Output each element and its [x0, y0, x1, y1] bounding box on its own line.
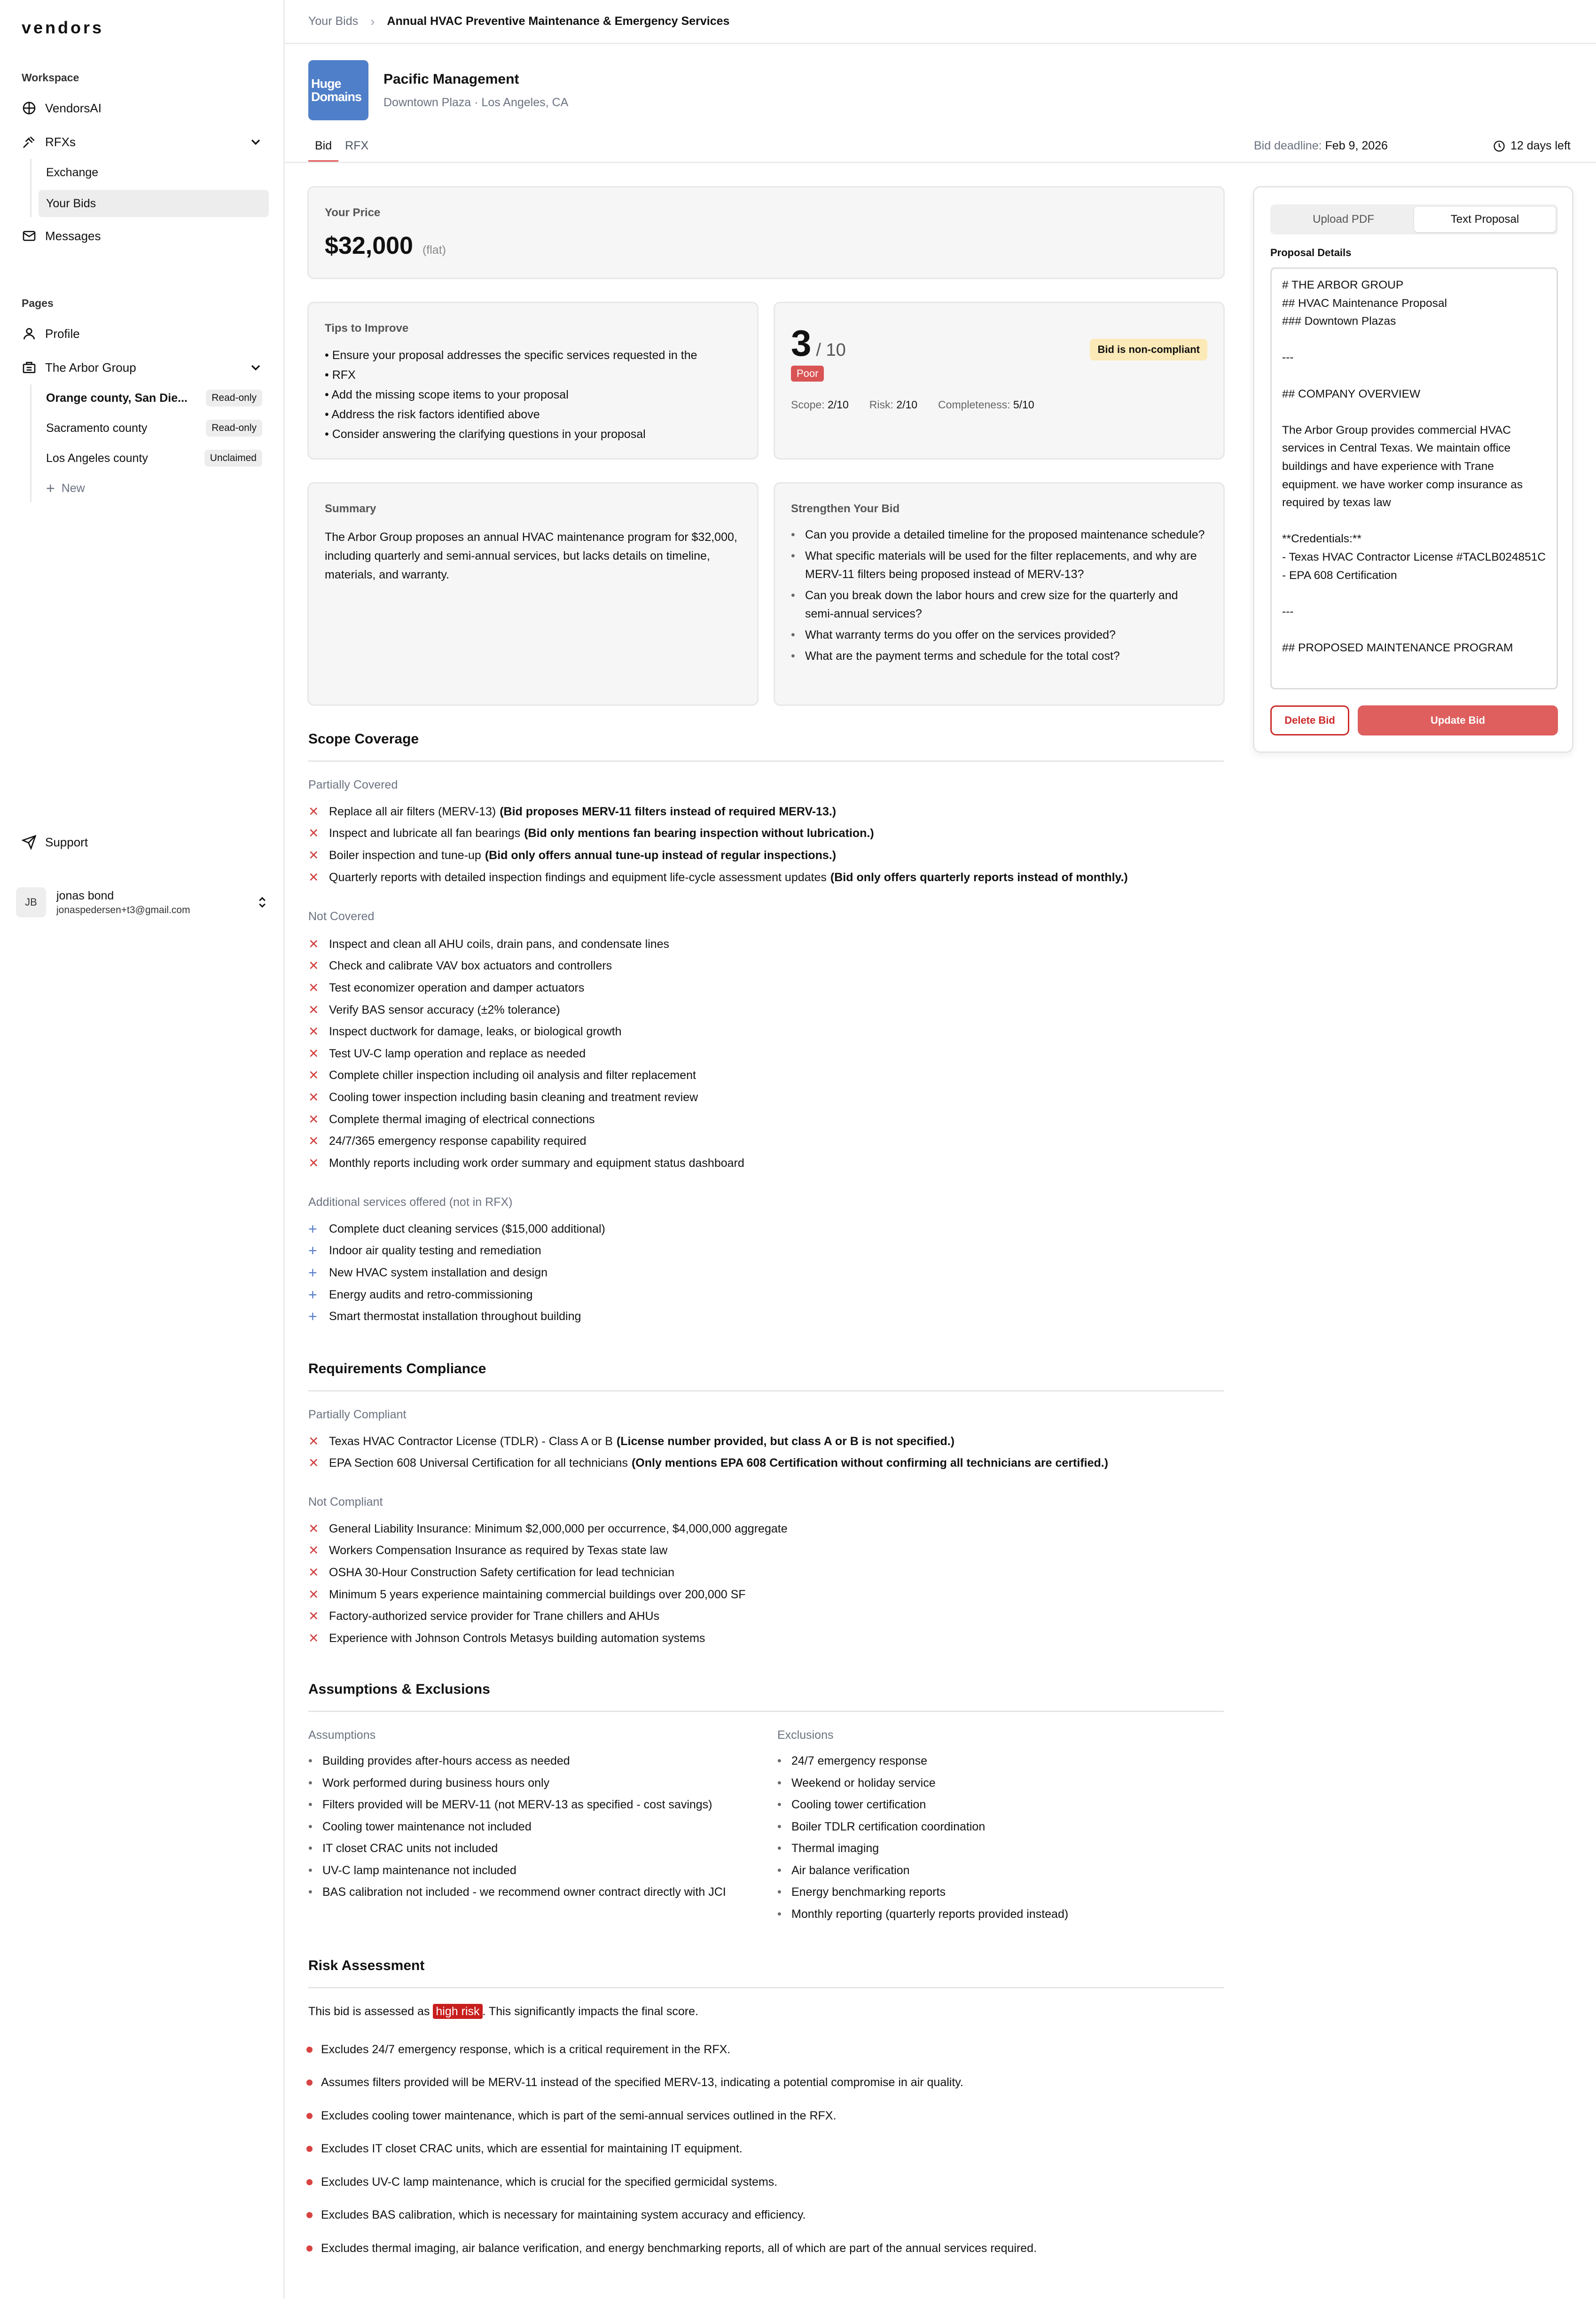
- nav-profile-label: Profile: [45, 326, 80, 341]
- item-text: Thermal imaging: [791, 1842, 879, 1855]
- x-icon: ✕: [308, 937, 319, 951]
- x-icon: ✕: [308, 1002, 319, 1017]
- bullet: •: [777, 1863, 782, 1877]
- bullet: •: [777, 1885, 782, 1899]
- risk-intro-text: This bid is assessed as: [308, 2005, 430, 2018]
- item-text: Complete thermal imaging of electrical connections: [329, 1112, 595, 1126]
- list-item: [308, 1152, 1239, 1174]
- company-name: Pacific Management: [383, 71, 519, 87]
- score-value: 3: [791, 322, 812, 364]
- list-item: [308, 1306, 1239, 1328]
- tab-bid[interactable]: Bid: [308, 136, 338, 163]
- list-item: [777, 1818, 1228, 1836]
- county-item[interactable]: [39, 384, 269, 412]
- list-item: [308, 1540, 1239, 1562]
- metric-scope: [791, 399, 849, 411]
- nav-company[interactable]: [22, 353, 263, 382]
- avatar: JB: [16, 887, 46, 917]
- user-name: jonas bond: [56, 889, 114, 902]
- bullet: •: [308, 1863, 313, 1877]
- x-icon: ✕: [308, 1565, 319, 1580]
- metric-risk: [869, 399, 917, 411]
- county-item[interactable]: [39, 414, 269, 442]
- item-text: Cooling tower certification: [791, 1798, 926, 1811]
- list-item: [308, 1627, 1239, 1650]
- metric-label: Completeness:: [938, 399, 1010, 411]
- workspace-label: Workspace: [22, 71, 79, 84]
- question-item: • What specific materials will be used for the filter replacements, and why are MERV-11 filters being proposed instead of MERV-13?: [791, 547, 1207, 584]
- x-icon: ✕: [308, 1587, 319, 1602]
- item-text: Excludes UV-C lamp maintenance, which is crucial for the specified germicidal systems.: [321, 2175, 778, 2189]
- item-note: (Bid only mentions fan bearing inspection without lubrication.): [524, 827, 874, 840]
- list-item: [308, 1284, 1239, 1306]
- tab-rfx[interactable]: RFX: [345, 139, 369, 152]
- item-text: Cooling tower inspection including basin cleaning and treatment review: [329, 1090, 698, 1104]
- county-badge: Read-only: [206, 390, 262, 407]
- bullet: •: [777, 1907, 782, 1921]
- plus-icon: +: [308, 1286, 317, 1303]
- logo-line: Domains: [311, 90, 362, 104]
- plus-icon: +: [308, 1308, 317, 1325]
- list-item: [308, 1839, 759, 1857]
- user-email: jonaspedersen+t3@gmail.com: [56, 904, 190, 915]
- item-text: Test economizer operation and damper actuators: [329, 981, 585, 994]
- new-county-button[interactable]: [39, 475, 269, 502]
- item-text: New HVAC system installation and design: [329, 1266, 548, 1279]
- list-item: [308, 1453, 1239, 1475]
- nav-company-label: The Arbor Group: [45, 360, 136, 375]
- item-text: Factory-authorized service provider for Trane chillers and AHUs: [329, 1610, 660, 1623]
- tips-card: [307, 302, 759, 460]
- item-text: OSHA 30-Hour Construction Safety certification for lead technician: [329, 1565, 675, 1579]
- item-text: Monthly reporting (quarterly reports provided instead): [791, 1907, 1069, 1921]
- list-item: [777, 1905, 1228, 1923]
- scope-partial-list: [308, 801, 1239, 888]
- item-text: Weekend or holiday service: [791, 1776, 936, 1790]
- list-item: [306, 2199, 1246, 2232]
- metric-value: 2/10: [828, 399, 849, 411]
- list-item: [777, 1861, 1228, 1879]
- item-text: Energy audits and retro-commissioning: [329, 1288, 533, 1301]
- item-text: Inspect and lubricate all fan bearings: [329, 827, 521, 840]
- scope-not-label: Not Covered: [308, 910, 375, 923]
- x-icon: ✕: [308, 1434, 319, 1448]
- list-item: [308, 1861, 759, 1879]
- item-text: Texas HVAC Contractor License (TDLR) - Class A or B: [329, 1434, 613, 1448]
- item-text: EPA Section 608 Universal Certification for all technicians: [329, 1456, 628, 1470]
- plus-icon: +: [308, 1264, 317, 1281]
- item-text: General Liability Insurance: Minimum $2,000,000 per occurrence, $4,000,000 aggregate: [329, 1522, 788, 1535]
- deadline-label: Bid deadline:: [1254, 139, 1322, 152]
- risk-list: [306, 2033, 1246, 2265]
- list-item: [777, 1796, 1228, 1814]
- x-icon: ✕: [308, 1156, 319, 1170]
- delete-bid-button[interactable]: Delete Bid: [1270, 705, 1349, 735]
- x-icon: ✕: [308, 1112, 319, 1126]
- nav-messages-label: Messages: [45, 228, 101, 243]
- nav-vendorsai-label: VendorsAI: [45, 101, 102, 115]
- item-text: Excludes thermal imaging, air balance verification, and energy benchmarking reports, all of which are part of the annual services required.: [321, 2241, 1037, 2255]
- item-text: Experience with Johnson Controls Metasys building automation systems: [329, 1631, 705, 1645]
- x-icon: ✕: [308, 1609, 319, 1624]
- item-text: Monthly reports including work order summary and equipment status dashboard: [329, 1156, 744, 1170]
- item-text: Excludes cooling tower maintenance, which is part of the semi-annual services outlined in the RFX.: [321, 2109, 837, 2122]
- item-text: Assumes filters provided will be MERV-11 instead of the specified MERV-13, indicating a potential compromise in air quality.: [321, 2076, 963, 2089]
- list-item: [308, 977, 1239, 999]
- bullet: •: [777, 1842, 782, 1855]
- list-item: [308, 999, 1239, 1021]
- app-logo[interactable]: vendors: [22, 18, 104, 37]
- assumptions-title: Assumptions & Exclusions: [308, 1681, 490, 1697]
- days-left-text: 12 days left: [1510, 139, 1571, 152]
- list-item: [306, 2166, 1246, 2199]
- item-text: Air balance verification: [791, 1863, 910, 1877]
- item-text: Filters provided will be MERV-11 (not MERV-13 as specified - cost savings): [322, 1798, 712, 1811]
- item-note: (Bid only offers annual tune-up instead of regular inspections.): [485, 848, 837, 862]
- company-logo: [308, 60, 368, 120]
- proposal-mode-toggle: [1270, 204, 1558, 235]
- x-icon: ✕: [308, 1046, 319, 1061]
- county-badge: Unclaimed: [204, 450, 262, 467]
- x-icon: ✕: [308, 980, 319, 995]
- bullet: •: [308, 1754, 313, 1767]
- question-item: • Can you break down the labor hours and crew size for the quarterly and semi-annual services?: [791, 586, 1207, 623]
- nav-messages[interactable]: [22, 222, 101, 250]
- user-menu[interactable]: [13, 880, 274, 925]
- list-item: [777, 1883, 1228, 1901]
- tip-item: • Add the missing scope items to your proposal: [325, 385, 741, 405]
- update-bid-button[interactable]: Update Bid: [1358, 705, 1558, 735]
- item-text: Boiler inspection and tune-up: [329, 848, 481, 862]
- county-badge: Read-only: [206, 420, 262, 437]
- list-item: [308, 1883, 759, 1901]
- item-text: Excludes 24/7 emergency response, which is a critical requirement in the RFX.: [321, 2042, 731, 2056]
- plus-icon: +: [308, 1242, 317, 1259]
- risk-dot-icon: [306, 2179, 313, 2185]
- list-item: [308, 1584, 1239, 1606]
- chevron-right-icon: ›: [370, 14, 375, 29]
- x-icon: ✕: [308, 826, 319, 841]
- price-card: [307, 186, 1225, 279]
- list-item: [777, 1752, 1228, 1770]
- question-item: • Can you provide a detailed timeline for the proposed maintenance schedule?: [791, 526, 1207, 544]
- list-item: [308, 1087, 1239, 1109]
- proposal-textarea[interactable]: # THE ARBOR GROUP ## HVAC Maintenance Proposal ### Downtown Plazas --- ## COMPANY OVERVIEW The Arbor Group provides commercial HVAC services in Central Texas. We maintain office buildings and have experience with Trane equipment. we have worker comp insurance as required by texas law **Credentials:** - Texas HVAC Contractor License #TACLB024851C - EPA 608 Certification --- ## PROPOSED MAINTENANCE PROGRAM: [1270, 267, 1558, 689]
- item-text: Complete duct cleaning services ($15,000 additional): [329, 1222, 605, 1236]
- list-item: [308, 1818, 759, 1836]
- item-text: Workers Compensation Insurance as required by Texas state law: [329, 1544, 668, 1557]
- upload-pdf-tab[interactable]: Upload PDF: [1313, 213, 1374, 226]
- chevron-down-icon[interactable]: [248, 360, 263, 375]
- days-left: [1493, 139, 1571, 153]
- tips-title: Tips to Improve: [325, 322, 409, 335]
- list-item: [306, 2133, 1246, 2166]
- item-text: Work performed during business hours only: [322, 1776, 550, 1790]
- scope-not-list: [308, 933, 1239, 1174]
- x-icon: ✕: [308, 804, 319, 819]
- item-text: 24/7 emergency response: [791, 1754, 928, 1767]
- x-icon: ✕: [308, 1090, 319, 1104]
- county-name: Los Angeles county: [46, 451, 148, 465]
- section-divider: [308, 1390, 1224, 1392]
- x-icon: ✕: [308, 1024, 319, 1039]
- bullet: •: [308, 1885, 313, 1899]
- pages-label: Pages: [22, 297, 54, 309]
- company-location: Downtown Plaza · Los Angeles, CA: [383, 96, 569, 109]
- item-text: Inspect and clean all AHU coils, drain pans, and condensate lines: [329, 937, 670, 951]
- list-item: [306, 2066, 1246, 2100]
- tip-item: • Ensure your proposal addresses the specific services requested in the: [325, 345, 741, 365]
- item-text: UV-C lamp maintenance not included: [322, 1863, 516, 1877]
- proposal-panel: [1253, 186, 1573, 753]
- scope-title: Scope Coverage: [308, 731, 419, 747]
- risk-dot-icon: [306, 2047, 313, 2053]
- metric-label: Risk:: [869, 399, 893, 411]
- price-label: Your Price: [325, 206, 381, 219]
- tab-bar: [308, 136, 375, 163]
- text-proposal-tab[interactable]: Text Proposal: [1414, 207, 1556, 232]
- list-item: [308, 801, 1239, 823]
- list-item: [308, 1752, 759, 1770]
- list-item: [308, 1262, 1239, 1284]
- breadcrumb: [285, 0, 1596, 44]
- item-text: IT closet CRAC units not included: [322, 1842, 498, 1855]
- bullet: •: [777, 1798, 782, 1811]
- nav-support-label: Support: [45, 835, 88, 849]
- logo-line: Huge: [311, 77, 341, 91]
- x-icon: ✕: [308, 1543, 319, 1558]
- item-text: Excludes IT closet CRAC units, which are essential for maintaining IT equipment.: [321, 2142, 743, 2156]
- risk-intro: [308, 2005, 698, 2018]
- tip-item: • RFX: [325, 365, 741, 385]
- list-item: [306, 2232, 1246, 2265]
- x-icon: ✕: [308, 848, 319, 862]
- tip-item: • Address the risk factors identified above: [325, 405, 741, 424]
- summary-card: [307, 482, 759, 706]
- exclusions-list: [777, 1752, 1228, 1927]
- list-item: [308, 1240, 1239, 1262]
- req-partial-label: Partially Compliant: [308, 1408, 407, 1421]
- x-icon: ✕: [308, 1631, 319, 1645]
- gavel-icon: [22, 134, 37, 149]
- rfxs-subtree-line: [30, 159, 31, 217]
- exclusions-label: Exclusions: [777, 1728, 834, 1742]
- list-item: [308, 1218, 1239, 1240]
- metric-completeness: [938, 399, 1034, 411]
- x-icon: ✕: [308, 1521, 319, 1536]
- bullet: •: [308, 1842, 313, 1855]
- county-name: Sacramento county: [46, 421, 148, 435]
- list-item: [308, 823, 1239, 845]
- price-type: (flat): [422, 243, 446, 257]
- scope-additional-label: Additional services offered (not in RFX): [308, 1196, 513, 1209]
- req-not-label: Not Compliant: [308, 1495, 383, 1509]
- item-text: Check and calibrate VAV box actuators and controllers: [329, 959, 612, 973]
- risk-dot-icon: [306, 2080, 313, 2086]
- item-text: Inspect ductwork for damage, leaks, or biological growth: [329, 1025, 622, 1039]
- new-label: New: [61, 481, 85, 495]
- list-item: [308, 955, 1239, 977]
- price-value: $32,000: [325, 232, 413, 259]
- tip-item: • Consider answering the clarifying questions in your proposal: [325, 424, 741, 444]
- send-icon: [22, 835, 37, 850]
- list-item: [308, 867, 1239, 889]
- requirements-title: Requirements Compliance: [308, 1361, 486, 1376]
- list-item: [308, 1065, 1239, 1087]
- item-text: BAS calibration not included - we recommend owner contract directly with JCI: [322, 1885, 726, 1899]
- item-text: Boiler TDLR certification coordination: [791, 1820, 986, 1833]
- mail-icon: [22, 228, 37, 243]
- metric-value: 2/10: [896, 399, 918, 411]
- risk-level-badge: high risk: [433, 2004, 482, 2019]
- section-divider: [308, 1987, 1224, 1988]
- status-badge: Bid is non-compliant: [1090, 339, 1207, 360]
- req-not-list: [308, 1518, 1239, 1650]
- bullet: •: [308, 1820, 313, 1833]
- item-note: (Bid proposes MERV-11 filters instead of required MERV-13.): [500, 805, 837, 818]
- x-icon: ✕: [308, 870, 319, 884]
- strengthen-title: Strengthen Your Bid: [791, 502, 900, 515]
- risk-dot-icon: [306, 2113, 313, 2119]
- list-item: [308, 1130, 1239, 1152]
- list-item: [308, 1796, 759, 1814]
- item-text: Smart thermostat installation throughout building: [329, 1310, 581, 1323]
- x-icon: ✕: [308, 1068, 319, 1083]
- building-icon: [22, 360, 37, 375]
- scope-partial-label: Partially Covered: [308, 778, 398, 791]
- list-item: [308, 1518, 1239, 1540]
- plus-icon: +: [46, 479, 55, 497]
- list-item: [308, 1109, 1239, 1131]
- breadcrumb-current: Annual HVAC Preventive Maintenance & Emergency Services: [387, 15, 730, 28]
- risk-dot-icon: [306, 2212, 313, 2218]
- list-item: [308, 1605, 1239, 1627]
- list-item: [308, 1562, 1239, 1584]
- item-text: Excludes BAS calibration, which is necessary for maintaining system accuracy and efficiency.: [321, 2208, 806, 2222]
- chevron-down-icon[interactable]: [248, 134, 263, 149]
- nav-vendorsai[interactable]: [22, 94, 102, 122]
- x-icon: ✕: [308, 1456, 319, 1470]
- item-text: Complete chiller inspection including oil analysis and filter replacement: [329, 1069, 696, 1082]
- nav-profile[interactable]: [22, 320, 80, 348]
- item-text: Indoor air quality testing and remediation: [329, 1244, 541, 1258]
- rating-badge: Poor: [791, 366, 824, 382]
- summary-title: Summary: [325, 502, 376, 515]
- item-text: Building provides after-hours access as needed: [322, 1754, 570, 1767]
- list-item: [308, 933, 1239, 955]
- list-item: [777, 1839, 1228, 1857]
- item-text: Test UV-C lamp operation and replace as needed: [329, 1047, 586, 1060]
- bullet: •: [308, 1798, 313, 1811]
- bid-deadline: [1254, 139, 1388, 153]
- bullet: •: [777, 1820, 782, 1833]
- breadcrumb-parent[interactable]: Your Bids: [308, 15, 359, 28]
- strengthen-card: [774, 482, 1225, 706]
- question-item: • What are the payment terms and schedule for the total cost?: [791, 647, 1207, 665]
- item-text: Replace all air filters (MERV-13): [329, 805, 496, 818]
- county-item[interactable]: [39, 445, 269, 472]
- metric-label: Scope:: [791, 399, 825, 411]
- proposal-details-label: Proposal Details: [1270, 247, 1352, 258]
- item-text: Quarterly reports with detailed inspection findings and equipment life-cycle assessment updates: [329, 870, 827, 884]
- nav-rfxs[interactable]: [22, 128, 263, 156]
- metric-value: 5/10: [1013, 399, 1034, 411]
- user-icon: [22, 326, 37, 341]
- deadline-value: Feb 9, 2026: [1325, 139, 1388, 152]
- tab-divider: [285, 162, 1596, 163]
- x-icon: ✕: [308, 1134, 319, 1149]
- item-text: Cooling tower maintenance not included: [322, 1820, 532, 1833]
- item-note: (License number provided, but class A or B is not specified.): [616, 1434, 955, 1448]
- x-icon: ✕: [308, 959, 319, 973]
- bullet: •: [777, 1776, 782, 1790]
- compass-icon: [22, 101, 37, 116]
- bullet: •: [308, 1776, 313, 1790]
- item-text: Energy benchmarking reports: [791, 1885, 946, 1899]
- company-subtree-line: [30, 384, 31, 502]
- scope-additional-list: [308, 1218, 1239, 1328]
- list-item: [306, 2033, 1246, 2066]
- nav-rfxs-label: RFXs: [45, 134, 76, 149]
- item-text: 24/7/365 emergency response capability required: [329, 1134, 587, 1148]
- item-text: Minimum 5 years experience maintaining commercial buildings over 200,000 SF: [329, 1587, 746, 1601]
- bullet: •: [777, 1754, 782, 1767]
- nav-exchange[interactable]: Exchange: [46, 165, 99, 179]
- risk-intro-text: . This significantly impacts the final score.: [482, 2005, 698, 2018]
- list-item: [308, 1774, 759, 1792]
- risk-dot-icon: [306, 2245, 313, 2252]
- summary-text: The Arbor Group proposes an annual HVAC maintenance program for $32,000, including quarterly and semi-annual services, but lacks details on timeline, materials, and warranty.: [325, 531, 737, 581]
- item-note: (Bid only offers quarterly reports instead of monthly.): [830, 870, 1128, 884]
- sidebar: [0, 0, 285, 2299]
- nav-your-bids[interactable]: Your Bids: [39, 190, 269, 217]
- clock-icon: [1493, 140, 1506, 153]
- risk-dot-icon: [306, 2146, 313, 2152]
- score-out-of: / 10: [816, 340, 846, 360]
- assumptions-list: [308, 1752, 759, 1905]
- question-item: • What warranty terms do you offer on the services provided?: [791, 626, 1207, 644]
- section-divider: [308, 760, 1224, 762]
- nav-support[interactable]: [22, 828, 88, 856]
- item-note: (Only mentions EPA 608 Certification without confirming all technicians are certified.): [631, 1456, 1109, 1470]
- list-item: [306, 2099, 1246, 2133]
- item-text: Verify BAS sensor accuracy (±2% tolerance): [329, 1003, 560, 1017]
- list-item: [308, 845, 1239, 867]
- assumptions-label: Assumptions: [308, 1728, 376, 1742]
- score-card: [774, 302, 1225, 460]
- list-item: [308, 1021, 1239, 1043]
- list-item: [308, 1431, 1239, 1453]
- county-name: Orange county, San Die...: [46, 391, 188, 405]
- risk-title: Risk Assessment: [308, 1958, 425, 1973]
- list-item: [777, 1774, 1228, 1792]
- list-item: [308, 1043, 1239, 1065]
- section-divider: [308, 1711, 1224, 1712]
- req-partial-list: [308, 1431, 1239, 1474]
- plus-icon: +: [308, 1220, 317, 1237]
- chevrons-up-down-icon: [256, 896, 269, 909]
